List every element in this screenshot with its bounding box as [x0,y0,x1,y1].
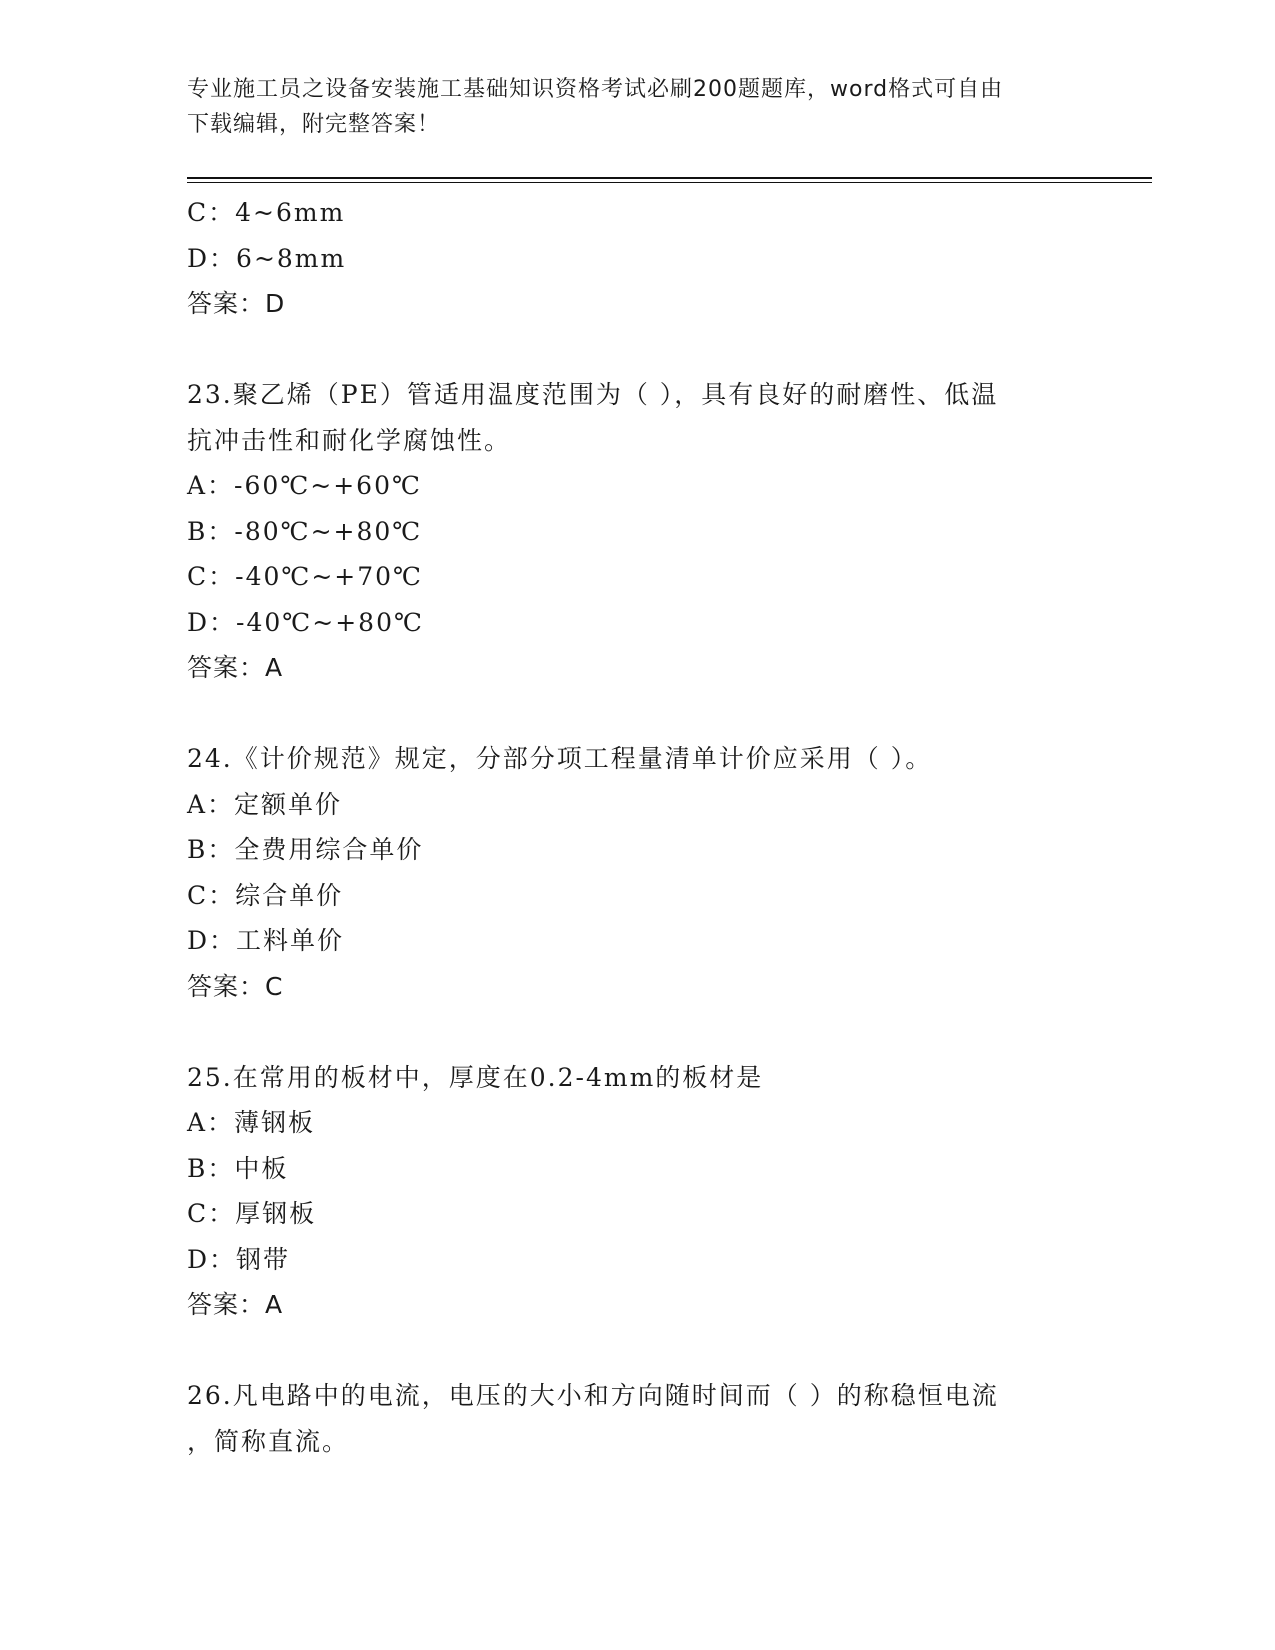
option-a: A：-60℃~+60℃ [187,471,422,500]
option-a: A：薄钢板 [187,1108,316,1137]
option-c: C：厚钢板 [187,1199,317,1228]
document-header [187,72,1067,142]
block-spacer [187,1009,1087,1055]
option-d: D：6~8mm [187,243,347,273]
option-b: B：-80℃~+80℃ [187,516,423,546]
question-block [187,190,1087,327]
option-c: C：-40℃~+70℃ [187,562,424,591]
question-list [187,190,1087,1464]
option-b: B：中板 [187,1153,289,1183]
question-text: ，简称直流。 [187,1426,350,1456]
question-block [187,1055,1087,1328]
option-d: D：钢带 [187,1244,291,1274]
option-c: C：4~6mm [187,198,346,227]
answer-line: 答案：C [187,971,284,1001]
option-a: A：定额单价 [187,789,343,819]
block-spacer [187,1328,1087,1374]
question-text: 26.凡电路中的电流，电压的大小和方向随时间而（ ）的称稳恒电流 [187,1381,999,1410]
question-text: 25.在常用的板材中，厚度在0.2-4mm的板材是 [187,1062,764,1092]
answer-line: 答案：D [187,289,286,318]
option-c: C：综合单价 [187,880,344,910]
block-spacer [187,691,1087,737]
question-block [187,372,1087,691]
header-line-1: 专业施工员之设备安装施工基础知识资格考试必刷200题题库，word格式可自由 [187,77,1004,102]
option-d: D：工料单价 [187,926,345,955]
question-block [187,1373,1087,1464]
question-text: 23.聚乙烯（PE）管适用温度范围为（ ），具有良好的耐磨性、低温 [187,380,999,409]
header-rule-thick [187,177,1152,179]
header-rule-thin [187,182,1152,183]
option-b: B：全费用综合单价 [187,835,424,864]
block-spacer [187,327,1087,373]
header-line-2: 下载编辑，附完整答案！ [187,112,441,137]
question-text: 24.《计价规范》规定，分部分项工程量清单计价应采用（ ）。 [187,744,933,773]
answer-line: 答案：A [187,1290,284,1319]
question-block [187,736,1087,1009]
question-text: 抗冲击性和耐化学腐蚀性。 [187,425,512,455]
answer-line: 答案：A [187,653,284,682]
option-d: D：-40℃~+80℃ [187,607,424,637]
